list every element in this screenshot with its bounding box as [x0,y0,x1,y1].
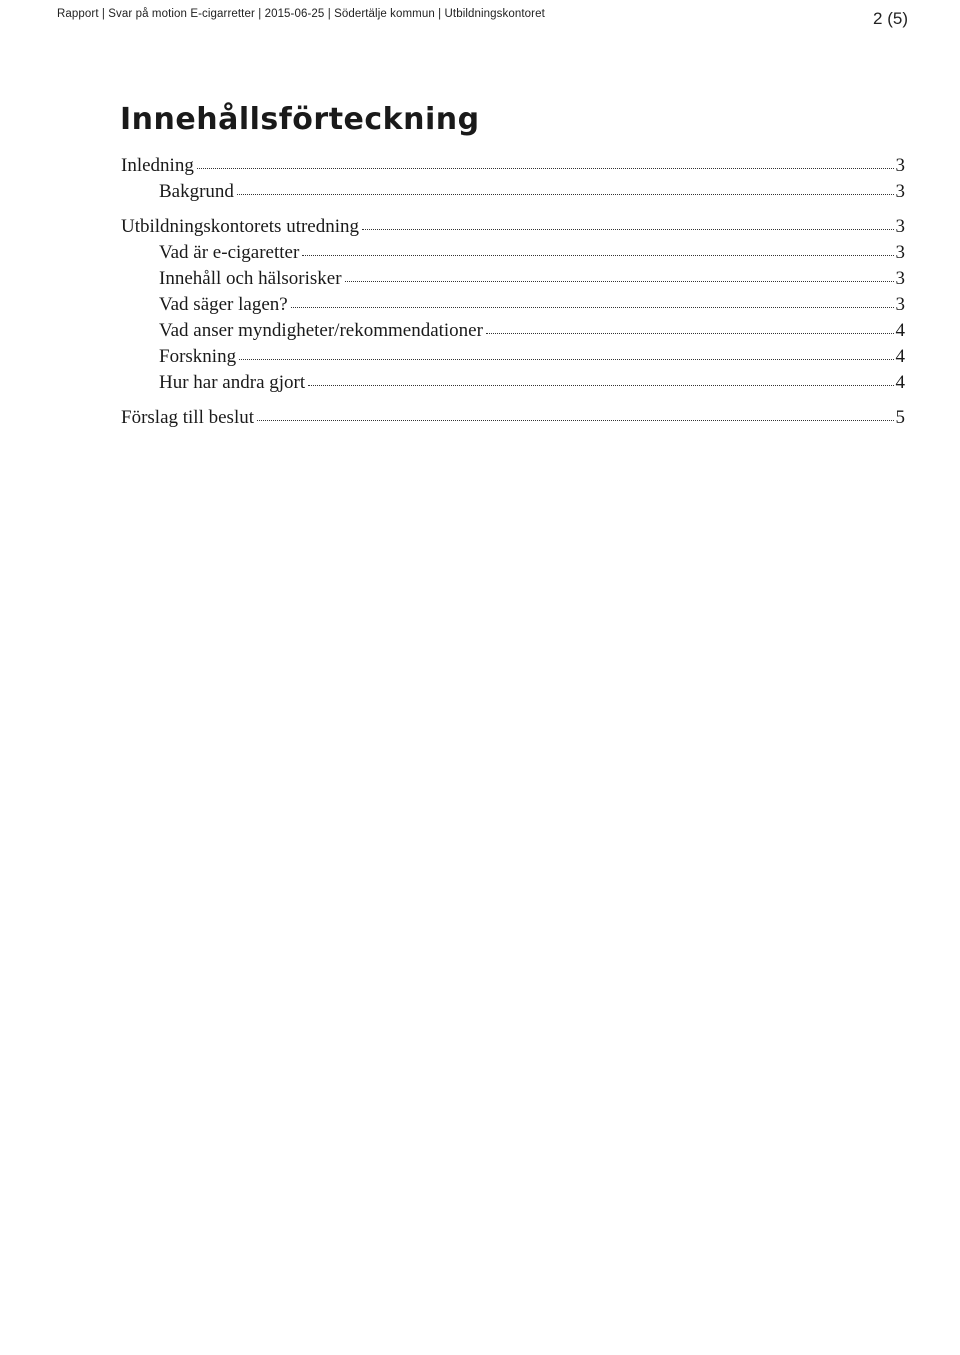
toc-entry-bakgrund[interactable] [159,181,905,205]
toc-entry-page: 5 [895,407,905,428]
toc-entry-page: 3 [895,294,905,315]
toc-entry-halsorisker[interactable] [159,268,905,292]
toc-entry-myndigheter[interactable] [159,320,905,344]
page-header [57,8,908,38]
toc-leader [291,307,894,308]
toc-leader [345,281,894,282]
toc-entry-page: 3 [895,155,905,176]
toc-entry-label: Utbildningskontorets utredning [121,216,360,237]
toc-entry-label: Vad säger lagen? [159,294,288,315]
toc-leader [237,194,894,195]
toc-leader [197,168,894,169]
toc-leader [302,255,893,256]
toc-entry-lagen[interactable] [159,294,905,318]
toc-leader [308,385,893,386]
toc-entry-e-cigaretter[interactable] [159,242,905,266]
toc-entry-utredning[interactable] [121,216,905,240]
toc-entry-page: 3 [895,268,905,289]
toc-entry-page: 3 [895,242,905,263]
toc-entry-label: Innehåll och hälsorisker [159,268,342,289]
page-number: 2 (5) [873,9,908,28]
toc-entry-page: 4 [895,346,905,367]
toc-entry-label: Vad är e-cigaretter [159,242,300,263]
toc-entry-page: 4 [895,320,905,341]
toc-entry-forskning[interactable] [159,346,905,370]
toc-entry-page: 3 [895,181,905,202]
header-text: Rapport | Svar på motion E-cigarretter | 2015-06-25 | Södertälje kommun | Utbildningskontoret [57,8,545,20]
toc-entry-inledning[interactable] [121,155,905,179]
toc-leader [486,333,894,334]
toc-entry-label: Forskning [159,346,237,367]
toc-entry-label: Vad anser myndigheter/rekommendationer [159,320,483,341]
toc-entry-page: 4 [895,372,905,393]
toc-entry-andra[interactable] [159,372,905,396]
toc-leader [239,359,893,360]
toc-entry-label: Hur har andra gjort [159,372,306,393]
toc-leader [257,420,894,421]
toc-entry-forslag[interactable] [121,407,905,431]
toc-entry-page: 3 [895,216,905,237]
toc-entry-label: Inledning [121,155,194,176]
toc-entry-label: Förslag till beslut [121,407,254,428]
toc-entry-label: Bakgrund [159,181,234,202]
toc-title: Innehållsförteckning [120,102,480,137]
toc-leader [362,229,893,230]
